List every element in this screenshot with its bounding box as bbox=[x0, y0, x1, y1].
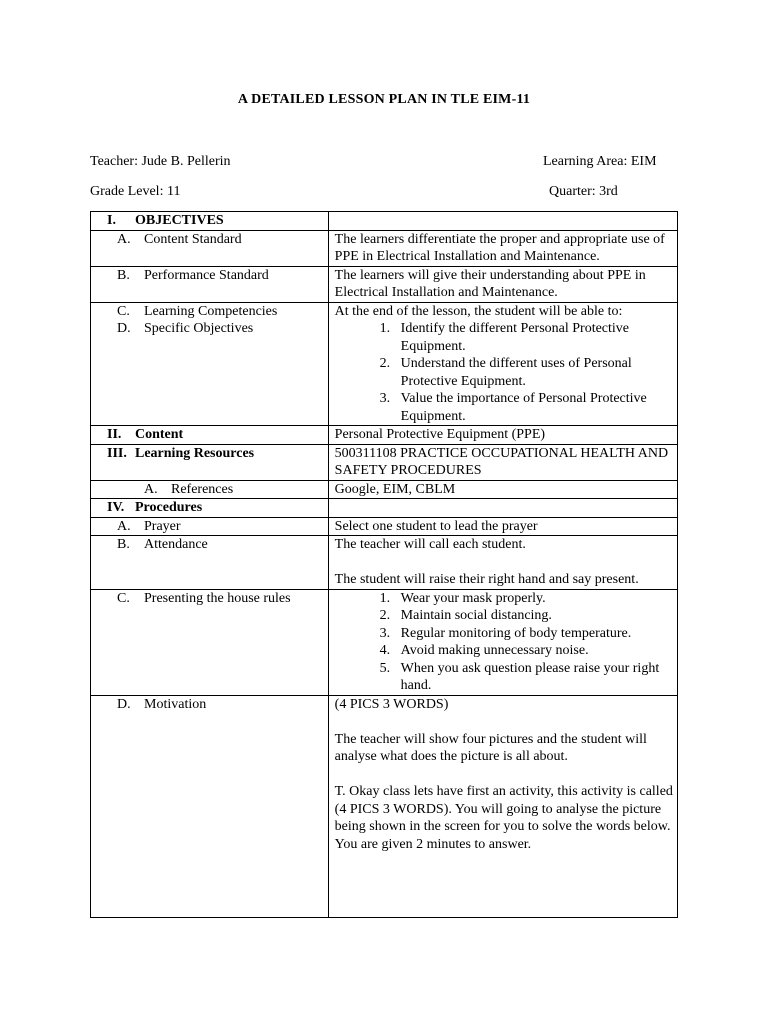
table-row bbox=[91, 444, 678, 480]
table-row: B. Attendance The teacher will call each student. The student will raise their right hand and say present. bbox=[91, 536, 678, 590]
list-item: 1. Identify the different Personal Protective Equipment. bbox=[379, 321, 630, 354]
house-rules-list bbox=[335, 590, 677, 695]
attendance-line-2: The student will raise their right hand and say present. bbox=[334, 572, 639, 587]
table-row: A. Content Standard The learners differentiate the proper and appropriate use of PPE in Electrical Installation and Maintenance. bbox=[91, 230, 678, 266]
table-row: A. References Google, EIM, CBLM bbox=[91, 480, 678, 499]
quarter-field: Quarter: 3rd bbox=[549, 184, 618, 199]
teacher-field: Teacher: Jude B. Pellerin bbox=[90, 154, 231, 169]
content-standard-value: The learners differentiate the proper and appropriate use of PPE in Electrical Installation and Maintenance. bbox=[328, 230, 677, 266]
attendance-line-1: The teacher will call each student. bbox=[334, 537, 526, 552]
prayer-value: Select one student to lead the prayer bbox=[328, 517, 677, 536]
section-objectives: I. OBJECTIVES bbox=[91, 212, 329, 231]
table-row: A. Prayer Select one student to lead the prayer bbox=[91, 517, 678, 536]
content-standard-label: Content Standard bbox=[144, 231, 242, 247]
motivation-title: (4 PICS 3 WORDS) bbox=[334, 696, 449, 712]
references-label: References bbox=[171, 481, 234, 497]
table-row: C. Learning Competencies D. Specific Objectives At the end of the lesson, the student will be able to: 1. Identify the different Personal Protective Equipment. 2. Understand the different uses of Personal Protective Equipment. 3. Value the importance of Personal Protective Equipment. bbox=[91, 302, 678, 426]
section-content: II. Content bbox=[91, 426, 329, 445]
attendance-label: Attendance bbox=[144, 537, 208, 552]
grade-level-field: Grade Level: 11 bbox=[90, 184, 181, 199]
list-item: 1. Wear your mask properly. bbox=[379, 590, 546, 606]
section-procedures: IV. Procedures bbox=[91, 499, 329, 518]
table-row: C. Presenting the house rules 1. Wear your mask properly. 2. Maintain social distancing. 3. Regular monitoring of body temperature. 4. Avoid making unnecessary noise. 5. When you ask question please raise your right hand. bbox=[91, 589, 678, 695]
performance-standard-value: The learners will give their understanding about PPE in Electrical Installation and Maintenance. bbox=[328, 266, 677, 302]
table-row bbox=[91, 212, 678, 231]
list-item: 2. Maintain social distancing. bbox=[379, 608, 552, 623]
house-rules-label: Presenting the house rules bbox=[144, 590, 291, 606]
motivation-label: Motivation bbox=[144, 696, 207, 712]
learning-area-field: Learning Area: EIM bbox=[543, 154, 657, 169]
resources-value: 500311108 PRACTICE OCCUPATIONAL HEALTH AND SAFETY PROCEDURES bbox=[328, 444, 677, 480]
table-row: B. Performance Standard The learners will give their understanding about PPE in Electrical Installation and Maintenance. bbox=[91, 266, 678, 302]
objectives-intro: At the end of the lesson, the student will be able to: bbox=[334, 303, 623, 319]
competencies-label: Learning Competencies bbox=[144, 303, 278, 319]
motivation-dialogue: T. Okay class lets have first an activity, this activity is called (4 PICS 3 WORDS). You will going to analyse the picture being shown in the screen for you to solve the words below. You are given 2 minutes to answer. bbox=[334, 784, 673, 852]
performance-standard-label: Performance Standard bbox=[144, 267, 269, 283]
list-item: 4. Avoid making unnecessary noise. bbox=[379, 643, 589, 658]
list-item: 2. Understand the different uses of Personal Protective Equipment. bbox=[379, 356, 632, 389]
content-value: Personal Protective Equipment (PPE) bbox=[328, 426, 677, 445]
section-resources: III. Learning Resources bbox=[91, 444, 329, 480]
prayer-label: Prayer bbox=[144, 518, 181, 534]
list-item: 3. Value the importance of Personal Protective Equipment. bbox=[379, 391, 647, 424]
table-row: D. Motivation (4 PICS 3 WORDS) The teacher will show four pictures and the student will analyse what does the picture is all about. T. Okay class lets have first an activity, this activity is called (4 PICS 3 WORDS). You will going to analyse the picture being shown in the screen for you to solve the words below. You are given 2 minutes to answer. bbox=[91, 695, 678, 917]
list-item: 3. Regular monitoring of body temperature. bbox=[379, 625, 632, 641]
references-value: Google, EIM, CBLM bbox=[328, 480, 677, 499]
list-item: 5. When you ask question please raise your right hand. bbox=[379, 660, 660, 693]
table-row bbox=[91, 499, 678, 518]
table-row bbox=[91, 426, 678, 445]
motivation-description: The teacher will show four pictures and the student will analyse what does the picture is all about. bbox=[334, 731, 647, 764]
objectives-list bbox=[335, 320, 677, 425]
lesson-plan-table bbox=[90, 211, 678, 918]
document-title: A DETAILED LESSON PLAN IN TLE EIM-11 bbox=[237, 92, 531, 107]
specific-objectives-label: Specific Objectives bbox=[144, 321, 254, 336]
